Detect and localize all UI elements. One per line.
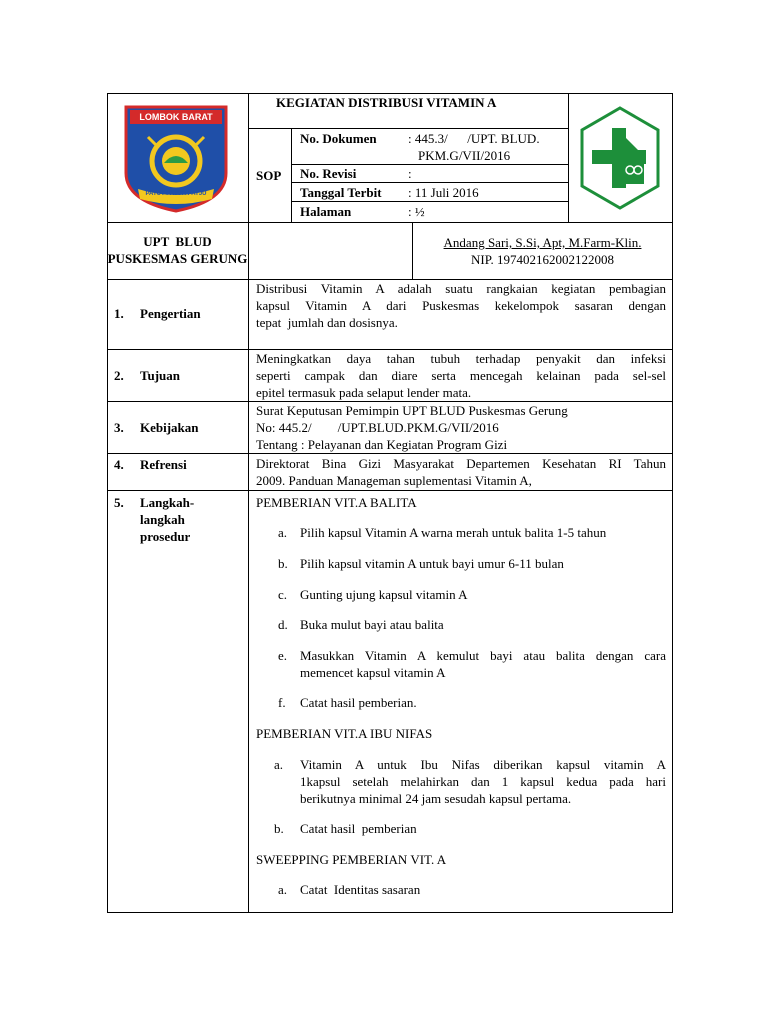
nifas-marker-b: b. <box>274 821 284 836</box>
nifas-marker-a: a. <box>274 757 284 772</box>
section-label-kebijakan: Kebijakan <box>140 420 199 435</box>
tujuan-text-line3: epitel termasuk pada selaput lender mata. <box>256 385 472 400</box>
tanggal-terbit-label: Tanggal Terbit <box>300 185 382 200</box>
heading-sweeping: SWEEPPING PEMBERIAN VIT. A <box>256 852 447 867</box>
balita-step-f: Catat hasil pemberian. <box>300 695 417 710</box>
heading-balita: PEMBERIAN VIT.A BALITA <box>256 495 417 510</box>
balita-step-d: Buka mulut bayi atau balita <box>300 617 444 632</box>
section-label-langkah-2: langkah <box>140 512 185 527</box>
nifas-step-a: Vitamin A untuk Ibu Nifas diberikan kapsul vitamin A <box>300 757 666 772</box>
section-label-langkah-3: prosedur <box>140 529 191 544</box>
sweeping-marker-a: a. <box>278 882 288 897</box>
balita-step-e: Masukkan Vitamin A kemulut bayi atau balita dengan cara <box>300 648 666 663</box>
balita-marker-d: d. <box>278 617 288 632</box>
document-title: KEGIATAN DISTRIBUSI VITAMIN A <box>276 95 497 110</box>
kebijakan-text-line1: Surat Keputusan Pemimpin UPT BLUD Puskesmas Gerung <box>256 403 568 418</box>
org-name-line2: PUSKESMAS GERUNG <box>107 251 248 266</box>
kebijakan-text-line2: No: 445.2/ /UPT.BLUD.PKM.G/VII/2016 <box>256 420 499 435</box>
signer-name: Andang Sari, S.Si, Apt, M.Farm-Klin. <box>443 235 642 250</box>
section-number-kebijakan: 3. <box>114 420 124 435</box>
puskesmas-logo <box>578 104 662 212</box>
logo-text-top: LOMBOK BARAT <box>139 112 213 122</box>
section-number-refrensi: 4. <box>114 457 124 472</box>
no-revisi-value: : <box>408 166 412 181</box>
section-number-pengertian: 1. <box>114 306 124 321</box>
section-label-pengertian: Pengertian <box>140 306 201 321</box>
section-label-langkah-1: Langkah- <box>140 495 195 510</box>
signer-nip: NIP. 197402162002122008 <box>470 252 614 267</box>
tanggal-terbit-value: : 11 Juli 2016 <box>408 185 479 200</box>
balita-marker-f: f. <box>278 695 286 710</box>
nifas-step-b: Catat hasil pemberian <box>300 821 417 836</box>
no-dokumen-value-2: PKM.G/VII/2016 <box>418 148 511 163</box>
section-number-langkah: 5. <box>114 495 124 510</box>
section-label-tujuan: Tujuan <box>140 368 180 383</box>
sop-label: SOP <box>256 168 282 183</box>
balita-marker-b: b. <box>278 556 288 571</box>
heading-nifas: PEMBERIAN VIT.A IBU NIFAS <box>256 726 433 741</box>
logo-text-bottom: PATUT PATUH PATJU <box>145 191 207 197</box>
no-dokumen-label: No. Dokumen <box>300 131 377 146</box>
no-dokumen-value: : 445.3/ /UPT. BLUD. <box>408 131 540 146</box>
balita-step-a: Pilih kapsul Vitamin A warna merah untuk balita 1-5 tahun <box>300 525 607 540</box>
org-name-line1: UPT BLUD <box>143 234 212 249</box>
balita-marker-e: e. <box>278 648 288 663</box>
section-label-refrensi: Refrensi <box>140 457 187 472</box>
balita-step-b: Pilih kapsul vitamin A untuk bayi umur 6-11 bulan <box>300 556 564 571</box>
pengertian-text-line2: kapsul Vitamin A dari Puskesmas kekelompok sasaran dengan <box>256 298 666 313</box>
section-number-tujuan: 2. <box>114 368 124 383</box>
balita-marker-a: a. <box>278 525 288 540</box>
refrensi-text-line2: 2009. Panduan Manageman suplementasi Vitamin A, <box>256 473 532 488</box>
halaman-value: : ½ <box>408 204 425 219</box>
nifas-step-a-cont-1: 1kapsul setelah melahirkan dan 1 kapsul kedua pada hari <box>300 774 666 789</box>
pengertian-text-line1: Distribusi Vitamin A adalah suatu rangkaian kegiatan pembagian <box>256 281 666 296</box>
balita-step-c: Gunting ujung kapsul vitamin A <box>300 587 468 602</box>
refrensi-text-line1: Direktorat Bina Gizi Masyarakat Departemen Kesehatan RI Tahun <box>256 456 666 471</box>
kebijakan-text-line3: Tentang : Pelayanan dan Kegiatan Program Gizi <box>256 437 508 452</box>
pengertian-text-line3: tepat jumlah dan dosisnya. <box>256 315 398 330</box>
tujuan-text-line1: Meningkatkan daya tahan tubuh terhadap penyakit dan infeksi <box>256 351 666 366</box>
balita-marker-c: c. <box>278 587 288 602</box>
balita-step-e-cont: memencet kapsul vitamin A <box>300 665 446 680</box>
tujuan-text-line2: seperti campak dan diare serta mencegah kelainan pada sel-sel <box>256 368 666 383</box>
sweeping-step-a: Catat Identitas sasaran <box>300 882 421 897</box>
no-revisi-label: No. Revisi <box>300 166 357 181</box>
halaman-label: Halaman <box>300 204 352 219</box>
lombok-barat-logo <box>124 105 228 213</box>
nifas-step-a-cont-2: berikutnya minimal 24 jam sesudah kapsul pertama. <box>300 791 572 806</box>
